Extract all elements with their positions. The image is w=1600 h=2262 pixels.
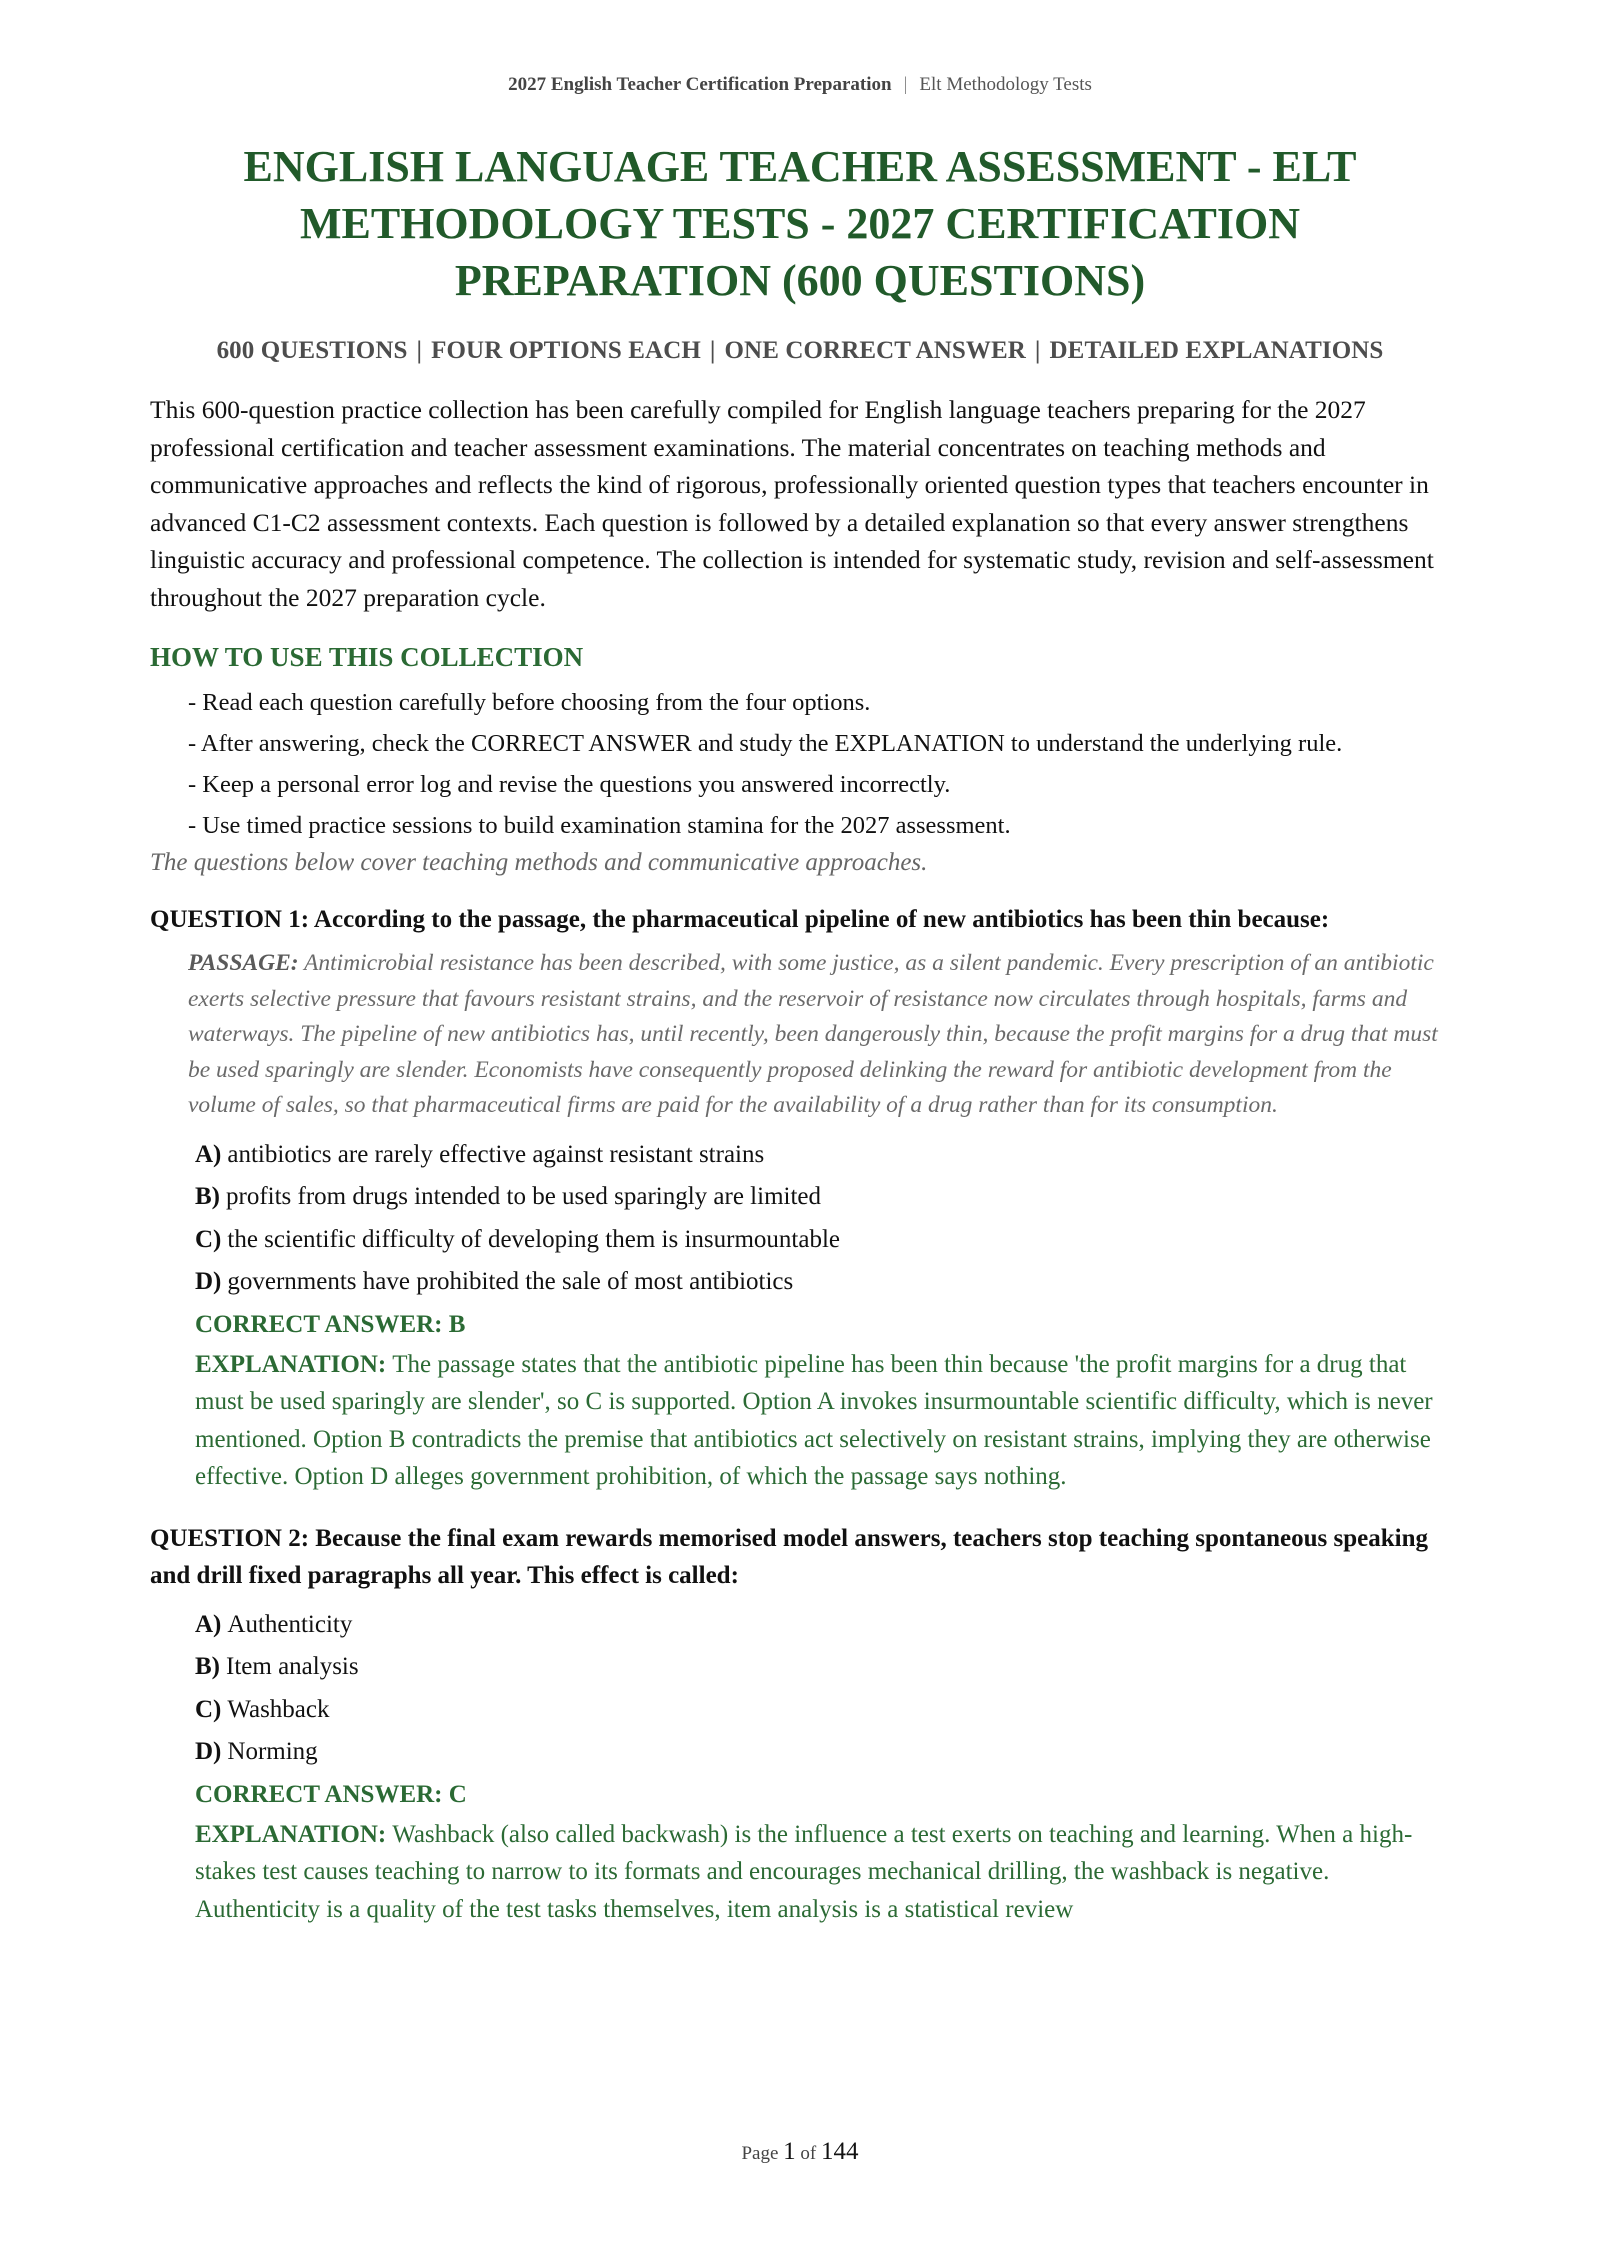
- howto-list: [150, 685, 1450, 844]
- passage-label: PASSAGE:: [188, 950, 299, 976]
- page-word: Page: [741, 2143, 779, 2164]
- howto-item: - Keep a personal error log and revise the questions you answered incorrectly.: [188, 771, 951, 798]
- option-text: the scientific difficulty of developing them is insurmountable: [227, 1225, 840, 1253]
- question-1: [150, 901, 1450, 1496]
- option-b: [195, 1176, 1450, 1219]
- intro-paragraph: This 600-question practice collection has been carefully compiled for English language teachers preparing for the 2027 professional certification and teacher assessment examinations. The material concentrates on teaching methods and communicative approaches and reflects the kind of rigorous, professionally oriented question types that teachers encounter in advanced C1-C2 assessment contexts. Each question is followed by a detailed explanation so that every answer strengthens linguistic accuracy and professional competence. The collection is intended for systematic study, revision and self-assessment throughout the 2027 preparation cycle.: [150, 395, 1434, 612]
- explanation-text: Washback (also called backwash) is the influence a test exerts on teaching and learning. When a high-stakes test causes teaching to narrow to its formats and encourages mechanical drilling, the washback is negative. Authenticity is a quality of the test tasks themselves, item analysis is a statistical review: [195, 1820, 1413, 1923]
- total-pages-number: 144: [821, 2138, 859, 2165]
- header-section-title: Elt Methodology Tests: [919, 74, 1092, 95]
- explanation: [195, 1816, 1450, 1929]
- subtitle-separator: |: [709, 337, 716, 364]
- scope-note: The questions below cover teaching methods and communicative approaches.: [150, 849, 928, 876]
- option-label: D): [195, 1268, 222, 1296]
- option-text: Item analysis: [226, 1653, 359, 1681]
- option-label: A): [195, 1140, 222, 1168]
- option-text: antibiotics are rarely effective against resistant strains: [227, 1140, 765, 1168]
- question-2: [150, 1520, 1450, 1929]
- question-text: QUESTION 2: Because the final exam rewards memorised model answers, teachers stop teaching spontaneous speaking and drill fixed paragraphs all year. This effect is called:: [150, 1524, 1428, 1589]
- subtitle-separator: |: [1034, 337, 1041, 364]
- option-b: [195, 1646, 1450, 1689]
- explanation: [195, 1346, 1450, 1496]
- option-c: [195, 1219, 1450, 1262]
- option-label: B): [195, 1653, 220, 1681]
- option-text: Authenticity: [227, 1610, 353, 1638]
- options-list: [195, 1134, 1450, 1304]
- header-separator: |: [903, 74, 908, 95]
- subtitle-item: DETAILED EXPLANATIONS: [1049, 337, 1384, 364]
- question-text: QUESTION 1: According to the passage, the pharmaceutical pipeline of new antibiotics has been thin because:: [150, 906, 1330, 933]
- howto-item: - Read each question carefully before choosing from the four options.: [188, 689, 871, 716]
- header-series-title: 2027 English Teacher Certification Preparation: [508, 74, 892, 95]
- explanation-text: The passage states that the antibiotic pipeline has been thin because 'the profit margins for a drug that must be used sparingly are slender', so C is supported. Option A invokes insurmountable scientific difficulty, which is never mentioned. Option B contradicts the premise that antibiotics act selectively on resistant strains, implying they are otherwise effective. Option D alleges government prohibition, of which the passage says nothing.: [195, 1350, 1433, 1491]
- explanation-label: EXPLANATION:: [195, 1820, 387, 1848]
- option-d: [195, 1731, 1450, 1774]
- passage: [188, 946, 1450, 1124]
- option-label: C): [195, 1695, 222, 1723]
- option-a: [195, 1134, 1450, 1177]
- option-label: D): [195, 1738, 222, 1766]
- howto-item: - After answering, check the CORRECT ANSWER and study the EXPLANATION to understand the underlying rule.: [188, 730, 1343, 757]
- option-text: profits from drugs intended to be used sparingly are limited: [226, 1183, 822, 1211]
- options-list: [195, 1604, 1450, 1774]
- correct-answer: CORRECT ANSWER: B: [195, 1310, 466, 1338]
- of-word: of: [800, 2143, 817, 2164]
- option-text: Norming: [227, 1738, 318, 1766]
- option-c: [195, 1689, 1450, 1732]
- howto-heading: HOW TO USE THIS COLLECTION: [150, 642, 584, 672]
- option-a: [195, 1604, 1450, 1647]
- page-footer: [0, 2138, 1600, 2166]
- running-header: [150, 0, 1450, 102]
- subtitle-separator: |: [416, 337, 423, 364]
- option-text: governments have prohibited the sale of most antibiotics: [227, 1268, 794, 1296]
- howto-item: - Use timed practice sessions to build examination stamina for the 2027 assessment.: [188, 812, 1011, 839]
- subtitle-item: FOUR OPTIONS EACH: [431, 337, 701, 364]
- passage-text: Antimicrobial resistance has been described, with some justice, as a silent pandemic. Every prescription of an antibiotic exerts selective pressure that favours resistant strains, and the reservoir of resistance now circulates through hospitals, farms and waterways. The pipeline of new antibiotics has, until recently, been dangerously thin, because the profit margins for a drug that must be used sparingly are slender. Economists have consequently proposed delinking the reward for antibiotic development from the volume of sales, so that pharmaceutical firms are paid for the availability of a drug rather than for its consumption.: [188, 950, 1438, 1119]
- correct-answer: CORRECT ANSWER: C: [195, 1780, 467, 1808]
- option-label: B): [195, 1183, 220, 1211]
- subtitle-item: 600 QUESTIONS: [216, 337, 408, 364]
- document-title: ENGLISH LANGUAGE TEACHER ASSESSMENT - ELT METHODOLOGY TESTS - 2027 CERTIFICATION PREPARATION (600 QUESTIONS): [243, 142, 1357, 305]
- document-subtitle: [150, 337, 1450, 365]
- explanation-label: EXPLANATION:: [195, 1350, 387, 1378]
- current-page-number: 1: [783, 2138, 796, 2165]
- option-label: C): [195, 1225, 222, 1253]
- option-d: [195, 1261, 1450, 1304]
- subtitle-item: ONE CORRECT ANSWER: [724, 337, 1026, 364]
- option-text: Washback: [227, 1695, 330, 1723]
- option-label: A): [195, 1610, 222, 1638]
